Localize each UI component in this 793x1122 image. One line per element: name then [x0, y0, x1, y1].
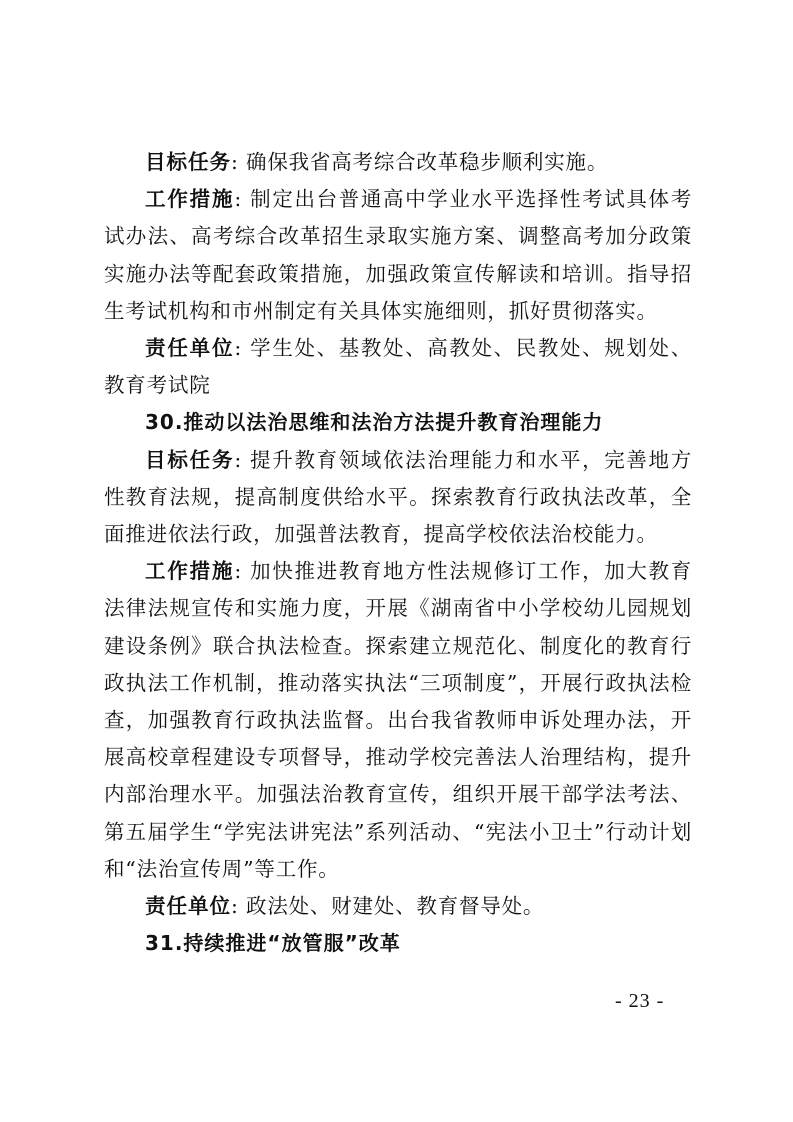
paragraph-work-measures-1 [104, 181, 692, 330]
paragraph-text: : 学生处、基教处、高教处、民教处、规划处、教育考试院 [104, 336, 692, 398]
paragraph-responsible-units-2 [104, 888, 692, 925]
label-responsible-units: 责任单位 [145, 336, 235, 361]
paragraph-work-measures-2 [104, 553, 692, 888]
paragraph-text: : 提升教育领域依法治理能力和水平，完善地方性教育法规，提高制度供给水平。探索教育行政执法改革，全面推进依法行政，加强普法教育，提高学校依法治校能力。 [104, 447, 692, 547]
paragraph-responsible-units-1 [104, 330, 692, 404]
paragraph-text: : 加快推进教育地方性法规修订工作，加大教育法律法规宣传和实施力度，开展《湖南省中小学校幼儿园规划建设条例》联合执法检查。探索建立规范化、制度化的教育行政执法工作机制，推动落实执法“三项制度”，开展行政执法检查，加强教育行政执法监督。出台我省教师申诉处理办法，开展高校章程建设专项督导，推动学校完善法人治理结构，提升内部治理水平。加强法治教育宣传，组织开展干部学法考法、第五届学生“学宪法讲宪法”系列活动、“宪法小卫士”行动计划和“法治宣传周”等工作。 [104, 559, 692, 881]
paragraph-text: : 政法处、财建处、教育督导处。 [231, 894, 545, 919]
section-heading-30: 30.推动以法治思维和法治方法提升教育治理能力 [145, 410, 604, 435]
paragraph-text: : 制定出台普通高中学业水平选择性考试具体考试办法、高考综合改革招生录取实施方案、调整高考加分政策实施办法等配套政策措施，加强政策宣传解读和培训。指导招生考试机构和市州制定有关具体实施细则，抓好贯彻落实。 [104, 187, 692, 323]
page-number: - 23 - [615, 990, 665, 1012]
label-work-measures: 工作措施 [145, 187, 235, 212]
paragraph-target-task-1 [104, 144, 692, 181]
label-target-task: 目标任务 [145, 150, 231, 174]
label-target-task: 目标任务 [145, 447, 235, 472]
document-body [104, 144, 692, 962]
paragraph-target-task-2 [104, 442, 692, 554]
label-work-measures: 工作措施 [145, 559, 235, 584]
label-responsible-units: 责任单位 [145, 894, 231, 919]
section-heading-31: 31.持续推进“放管服”改革 [145, 931, 401, 956]
paragraph-text: : 确保我省高考综合改革稳步顺利实施。 [231, 150, 609, 174]
